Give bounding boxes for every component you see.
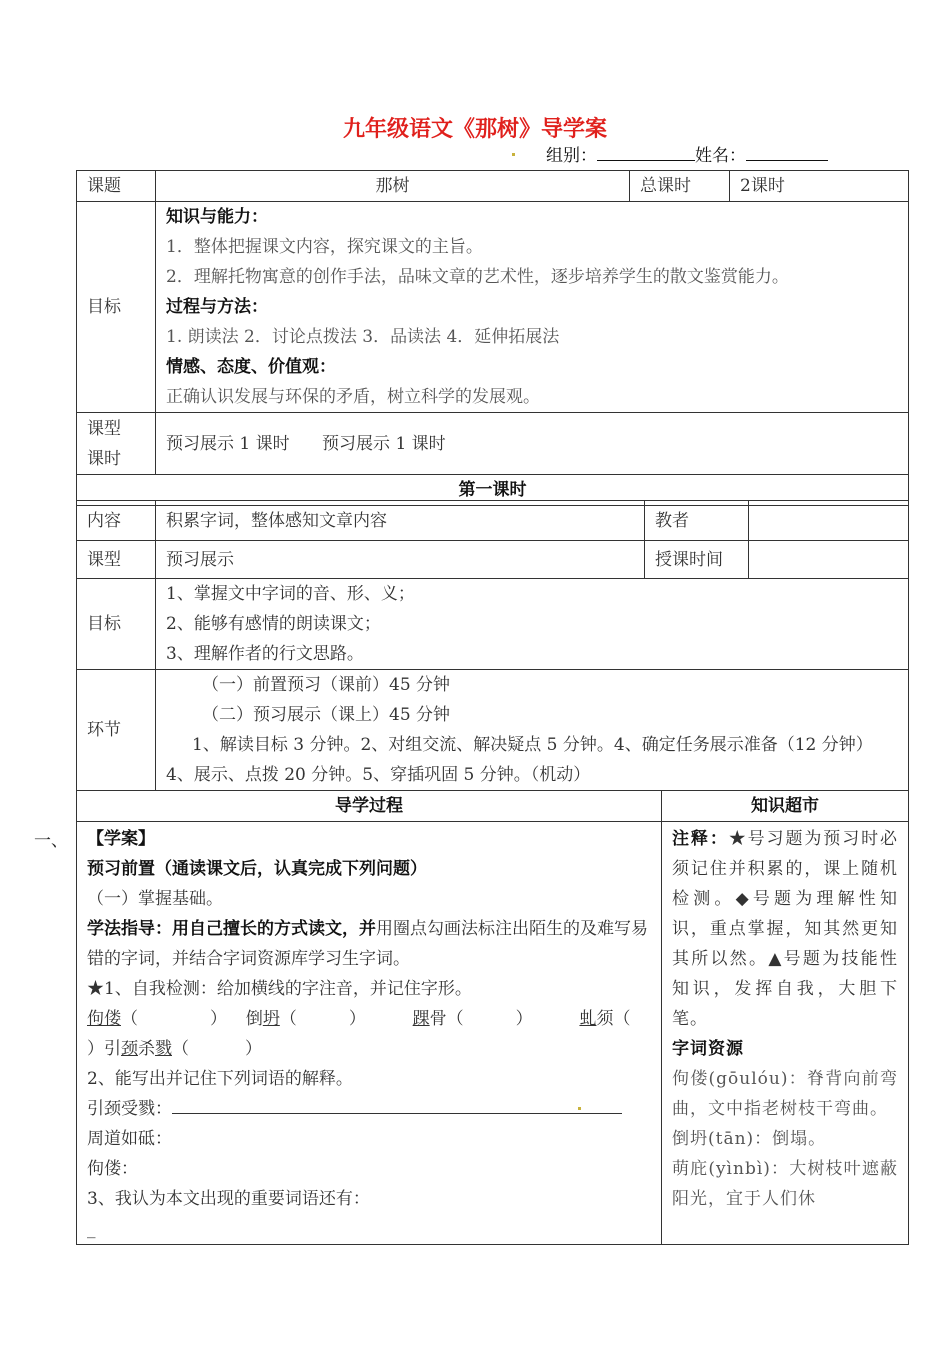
method-bold: 学法指导：用自己擅长的方式读文，并 (87, 919, 376, 939)
method-guide (87, 914, 651, 974)
goal-heading-process: 过程与方法： (166, 297, 268, 317)
lesson-type-label-2: 课时 (87, 448, 121, 469)
paren-open: （ (279, 1009, 297, 1029)
topic-value: 那树 (156, 171, 630, 202)
explain-row (87, 1094, 651, 1124)
name-label: 姓名： (695, 146, 746, 166)
paren-open: （ (172, 1039, 189, 1059)
knowledge-cell (662, 822, 909, 1245)
stray-dot (512, 153, 515, 156)
explain-row: 周道如砥： (87, 1129, 172, 1149)
prep-heading: 预习前置（通读课文后，认真完成下列问题） (87, 859, 427, 879)
paren-close: ） (515, 1009, 533, 1029)
group-blank[interactable] (597, 146, 695, 161)
basic-heading: （一）掌握基础。 (87, 889, 223, 909)
teach-time-value[interactable] (749, 541, 909, 579)
lesson-goal-label: 目标 (77, 579, 156, 670)
pinyin-row-1 (87, 1004, 651, 1034)
note (672, 824, 898, 1034)
paren-close: ） (87, 1039, 104, 1059)
question-3: 3、我认为本文出现的重要词语还有： (87, 1189, 370, 1209)
teacher-value[interactable] (749, 501, 909, 541)
note-label: 注释： (672, 829, 729, 849)
goal-cell (156, 202, 909, 413)
word-lu: 戮 (155, 1039, 172, 1059)
goal-item: 1. 朗读法 2．讨论点拨法 3．品读法 4．延伸拓展法 (166, 327, 560, 347)
guide-cell (77, 822, 662, 1245)
goal-label: 目标 (77, 202, 156, 413)
knowledge-heading: 知识超市 (662, 791, 909, 822)
teach-time-label: 授课时间 (645, 541, 749, 579)
explain-label: 引颈受戮： (87, 1099, 172, 1119)
step-item: （二）预习展示（课上）45 分钟 (202, 705, 451, 725)
step-item: （一）前置预习（课前）45 分钟 (202, 675, 451, 695)
steps-label: 环节 (77, 670, 156, 791)
word-part: 杀 (138, 1039, 155, 1059)
word-part: 倒 (245, 1009, 263, 1029)
word-huai: 踝 (412, 1009, 430, 1029)
xuean-label: 【学案】 (87, 829, 155, 849)
lesson-type-label-1: 课型 (87, 418, 121, 439)
paren-open: （ (446, 1009, 464, 1029)
word-part: 须 (596, 1009, 614, 1029)
paren-open: （ (613, 1009, 631, 1029)
word-jing: 颈 (121, 1039, 138, 1059)
guide-heading: 导学过程 (77, 791, 662, 822)
note-text: ★号习题为预习时必须记住并积累的，课上随机检测。◆号题为理解性知识，重点掌握，知其然更知其所以然。▲号题为技能性知识，发挥自我，大胆下笔。 (672, 829, 899, 1029)
paren-close: ） (348, 1009, 366, 1029)
total-hours-value: 2课时 (730, 171, 909, 202)
goal-item: 正确认识发展与环保的矛盾，树立科学的发展观。 (166, 387, 540, 407)
lesson-goal-item: 1、掌握文中字词的音、形、义； (166, 584, 415, 604)
method-text: 用圈点勾画法标注出陌生的及难写易错的字词，并结合字词资源库学习生字词。 (87, 919, 648, 969)
group-label: 组别： (546, 146, 597, 166)
document-title: 九年级语文《那树》导学案 (342, 117, 607, 142)
word-part: 骨 (429, 1009, 447, 1029)
group-name-line (546, 141, 828, 166)
word-goulou: 佝偻 (87, 1009, 121, 1029)
goal-heading-knowledge: 知识与能力： (166, 207, 268, 227)
paren-close: ） (245, 1039, 262, 1059)
teacher-label: 教者 (645, 501, 749, 541)
resource-heading: 字词资源 (672, 1039, 744, 1059)
paren-close: ） (210, 1009, 227, 1029)
lesson-type-value: 预习展示 1 课时 预习展示 1 课时 (156, 413, 909, 475)
question-1: ★1、自我检测：给加横线的字注音，并记住字形。 (87, 979, 472, 999)
explain-row: 佝偻： (87, 1159, 138, 1179)
word-tan: 坍 (262, 1009, 280, 1029)
overview-table (76, 170, 909, 506)
guide-table (76, 790, 909, 1245)
content-value: 积累字词，整体感知文章内容 (156, 501, 645, 541)
lesson1-table (76, 500, 909, 791)
name-blank[interactable] (746, 146, 828, 161)
word-qiu: 虬 (579, 1009, 597, 1029)
goal-heading-attitude: 情感、态度、价值观： (166, 357, 336, 377)
topic-label: 课题 (77, 171, 156, 202)
steps-cell (156, 670, 909, 791)
goal-item: 2．理解托物寓意的创作手法，品味文章的艺术性，逐步培养学生的散文鉴赏能力。 (166, 267, 789, 287)
pinyin-row-2 (87, 1034, 651, 1064)
word-part: 引 (104, 1039, 121, 1059)
question-2: 2、能写出并记住下列词语的解释。 (87, 1069, 353, 1089)
resource-item: 萌庇(yìnbì)：大树枝叶遮蔽阳光，宜于人们休 (672, 1159, 898, 1209)
lesson1-heading: 第一课时 (77, 475, 909, 506)
explain-blank[interactable] (172, 1095, 622, 1114)
stray-dot (578, 1107, 581, 1110)
resource-item: 佝偻(gōulóu)：脊背向前弯曲，文中指老树枝干弯曲。 (672, 1069, 898, 1119)
lesson-goal-cell (156, 579, 909, 670)
lesson-goal-item: 3、理解作者的行文思路。 (166, 644, 364, 664)
list-marker: 一、 (34, 831, 68, 851)
type-value: 预习展示 (156, 541, 645, 579)
content-label: 内容 (77, 501, 156, 541)
total-hours-label: 总课时 (630, 171, 730, 202)
type-label: 课型 (77, 541, 156, 579)
question-3-blank[interactable]: _ (87, 1219, 96, 1239)
resource-item: 倒坍(tān)：倒塌。 (672, 1129, 827, 1149)
goal-item: 1．整体把握课文内容，探究课文的主旨。 (166, 237, 483, 257)
lesson-type-label (77, 413, 156, 475)
step-detail: 1、解读目标 3 分钟。2、对组交流、解决疑点 5 分钟。4、确定任务展示准备（12 分钟）4、展示、点拨 20 分钟。5、穿插巩固 5 分钟。（机动） (166, 735, 873, 785)
lesson-goal-item: 2、能够有感情的朗读课文； (166, 614, 381, 634)
paren-open: （ (121, 1009, 138, 1029)
